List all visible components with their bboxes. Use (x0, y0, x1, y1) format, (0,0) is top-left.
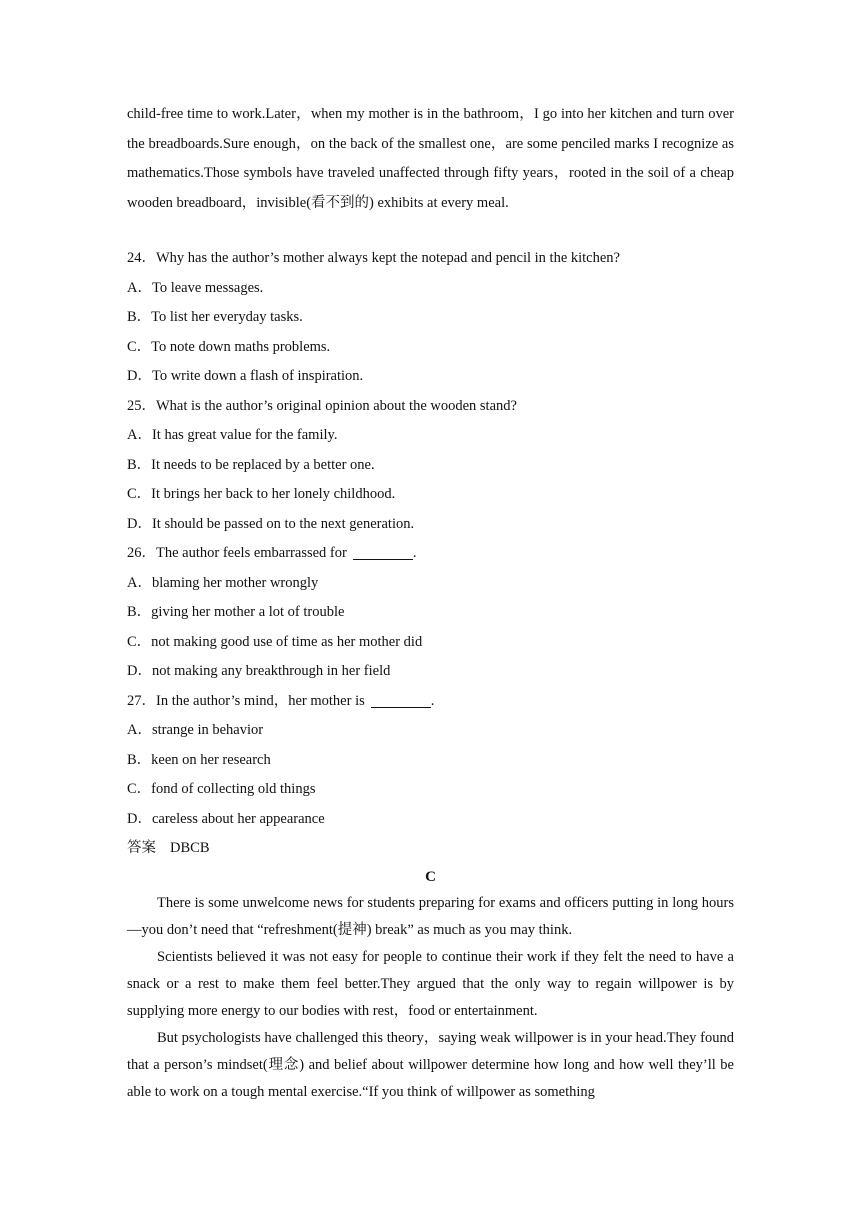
option-b: B．keen on her research (127, 751, 271, 768)
option-d: D．careless about her appearance (127, 810, 325, 827)
answer-value: DBCB (170, 840, 210, 856)
option-b: B．It needs to be replaced by a better one. (127, 456, 375, 473)
section-heading: C (425, 868, 436, 885)
spacer (127, 218, 734, 244)
question-text: 24．Why has the author’s mother always kept the notepad and pencil in the kitchen? (127, 250, 620, 266)
option-c: C．not making good use of time as her mother did (127, 633, 423, 650)
option-b: B．giving her mother a lot of trouble (127, 604, 345, 620)
option-b: B．To list her everyday tasks. (127, 309, 303, 325)
question-stem (127, 539, 734, 569)
question-text: 27．In the author’s mind，her mother is (127, 692, 365, 709)
option-d: D．It should be passed on to the next generation. (127, 515, 415, 532)
option-c: C．It brings her back to her lonely childhood. (127, 486, 396, 502)
option-d: D．To write down a flash of inspiration. (127, 368, 364, 384)
answer-line (127, 834, 734, 864)
option-d: D．not making any breakthrough in her field (127, 663, 391, 679)
section-paragraph: There is some unwelcome news for students preparing for exams and officers putting in long hours—you don’t need that “refreshment(提神) break” as much as you may think. (127, 894, 734, 938)
question-stem (127, 244, 734, 274)
option-c: C．To note down maths problems. (127, 338, 331, 355)
question-stem (127, 392, 734, 422)
period: . (430, 692, 435, 709)
question-stem (127, 687, 734, 717)
passage-tail: child-free time to work.Later，when my mother is in the bathroom，I go into her kitchen and turn over the breadboards.Sure enough，on the back of the smallest one，are some penciled marks I recognize as mathematics.Those symbols have traveled unaffected through fifty years，rooted in the soil of a cheap wooden breadboard，invisible(看不到的) exhibits at every meal. (127, 106, 734, 211)
answer-blank (371, 693, 431, 708)
answer-label: 答案 (127, 840, 156, 856)
option-a: A．strange in behavior (127, 722, 264, 738)
document-page (127, 100, 734, 1106)
answer-blank (353, 545, 413, 560)
question-text: 26．The author feels embarrassed for (127, 545, 347, 561)
question-text: 25．What is the author’s original opinion about the wooden stand? (127, 397, 517, 414)
section-paragraph: Scientists believed it was not easy for people to continue their work if they felt the need to have a snack or a rest to make them feel better.They argued that the only way to regain willpower is by supplying more energy to our bodies with rest，food or entertainment. (127, 948, 734, 1019)
section-body (127, 890, 734, 1106)
option-a: A．To leave messages. (127, 279, 264, 296)
option-a: A．blaming her mother wrongly (127, 574, 319, 591)
section-paragraph: But psychologists have challenged this theory，saying weak willpower is in your head.They found that a person’s mindset(理念) and belief about willpower determine how long and how well they’ll be able to work on a tough mental exercise.“If you think of willpower as something (127, 1029, 734, 1100)
question-list (127, 244, 734, 834)
period: . (412, 545, 417, 561)
option-a: A．It has great value for the family. (127, 427, 338, 443)
option-c: C．fond of collecting old things (127, 781, 316, 797)
